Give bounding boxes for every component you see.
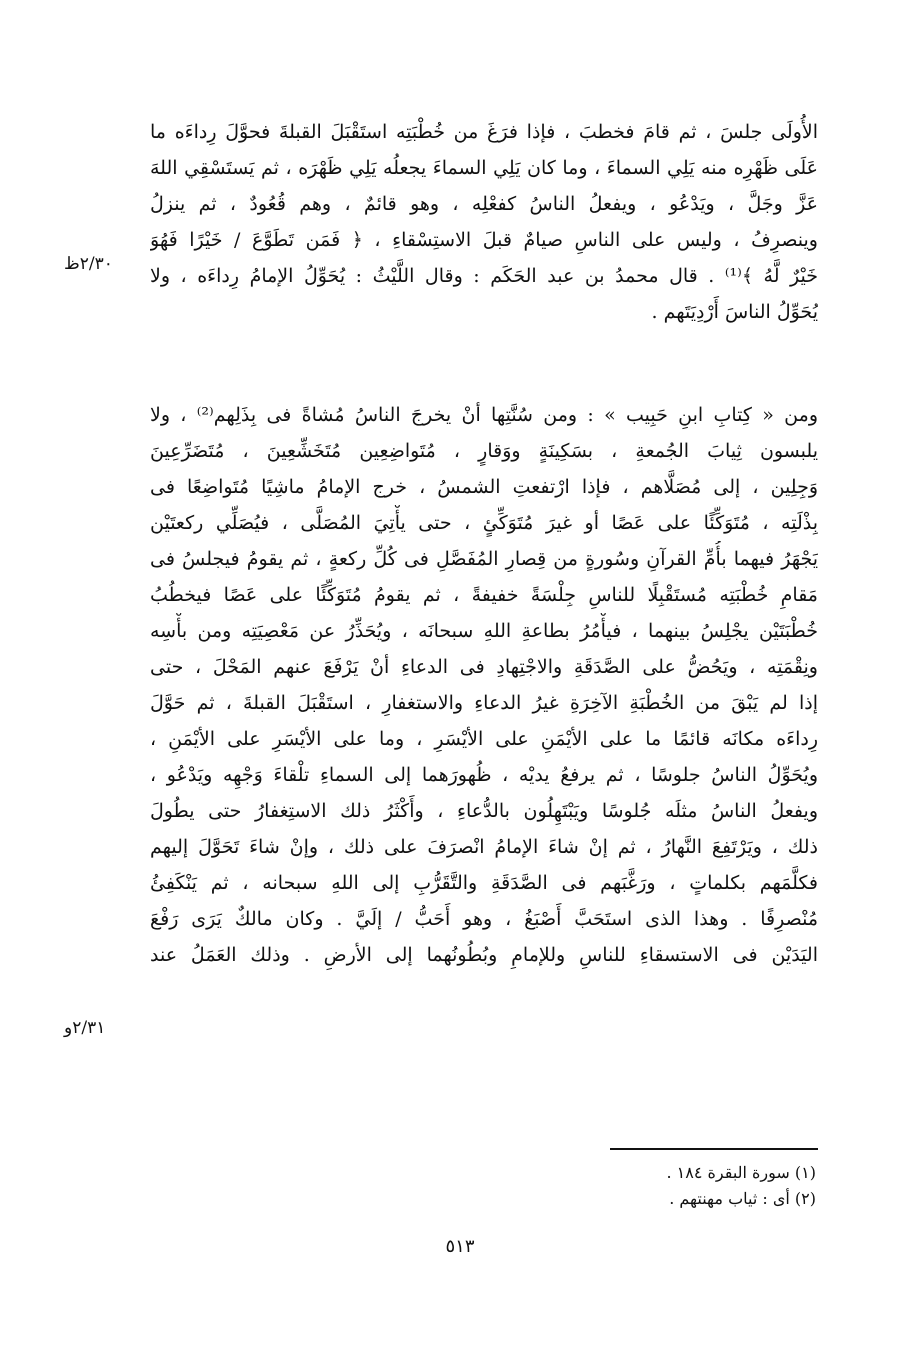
paragraph-1 bbox=[150, 114, 818, 330]
margin-folio-note: ٢/٣١و bbox=[64, 1018, 106, 1038]
text-line: خُطْبَتَيْن يجْلِسُ بينهما ، فيأْمُرُ بطاعةِ اللهِ سبحانَه ، ويُحَذِّرُ عن مَعْصِيَتِه ومن بأْسِه bbox=[150, 620, 818, 642]
text-line: مُنْصرِفًا . وهذا الذى استَحَبَّ أَصْبَغُ ، وهو أَحَبُّ / إلَيَّ . وكان مالكٌ يَرَى رَفْعَ bbox=[150, 908, 818, 930]
text-line: ونِقْمَتِه ، ويَحُضُّ على الصَّدَقَةِ والاجْتِهادِ فى الدعاءِ أنْ يَرْفَعَ عنهم المَحْلَ ، حتى bbox=[150, 656, 818, 678]
text-line: عَزَّ وجَلَّ ، ويَدْعُو ، ويفعلُ الناسُ كفعْلِه ، وهو قائمٌ ، وهم قُعُودٌ ، ثم ينزلُ bbox=[150, 193, 818, 215]
text-line: اليَدَيْن فى الاستسقاءِ للناسِ وللإمامِ وبُطُونُهما إلى الأرضِ . وذلك العَمَلُ عند bbox=[150, 944, 818, 966]
margin-folio-note: ٢/٣٠ظ bbox=[64, 254, 113, 274]
text-line: يلبسون ثِيابَ الجُمعةِ ، بسَكِينَةٍ ووَقارٍ ، مُتَواضِعِين مُتَخَشِّعِينَ ، مُتَضَرِّعِينَ bbox=[150, 440, 818, 462]
text-line: بِذْلَتِه ، مُتَوَكِّئًا على عَصًا أو غيرَ مُتَوَكِّئٍ ، حتى يأْتِيَ المُصَلَّى ، فيُصَلِّي ركعتَيْن bbox=[150, 512, 818, 534]
text-line: ذلك ، ويَرْتَفِعَ النَّهارُ ، ثم إنْ شاءَ الإمامُ انْصرَفَ على ذلك ، وإنْ شاءَ تَحَوَّلَ إليهم bbox=[150, 836, 818, 858]
text-line: مَقامِ خُطْبَتِه مُستَقْبِلًا للناسِ جِلْسَةً خفيفةً ، ثم يقومُ مُتَوَكِّئًا على عَصًا فيخطُبُ bbox=[150, 584, 818, 606]
text-line: ويُحَوِّلُ الناسُ جلوسًا ، ثم يرفعُ يديْه ، ظُهورَهما إلى السماءِ تلْقاءَ وَجْهِه ويَدْعُو ، bbox=[150, 764, 818, 786]
text-line: خَيْرٌ لَّهُ ﴾⁽¹⁾ . قال محمدُ بن عبد الحَكَم : وقال اللَّيْثُ : يُحَوِّلُ الإمامُ رِداءَه ، ولا bbox=[150, 265, 818, 287]
text-line: فكلَّمَهم بكلماتٍ ، ورَغَّبَهم فى الصَّدَقَةِ والتَّقَرُّبِ إلى اللهِ سبحانه ، ثم يَنْكَفِئُ bbox=[150, 872, 818, 894]
text-line: يَجْهَرُ فيهما بأُمِّ القرآنِ وسُورةٍ من قِصارِ المُفَصَّلِ فى كُلِّ ركعةٍ ، ثم يقومُ فيجلسُ فى bbox=[150, 548, 818, 570]
footnote-item: (١) سورة البقرة ١٨٤ . bbox=[666, 1163, 816, 1182]
text-line: ومن « كِتابِ ابنِ حَبِيب » : ومن سُنَّتِها أنْ يخرجَ الناسُ مُشاةً فى بِذَلِهم⁽²⁾ ، ولا bbox=[150, 404, 818, 426]
text-line: رِداءَه مكانَه قائمًا ما على الأيْمَنِ على الأيْسَرِ ، وما على الأيْسَرِ على الأيْمَنِ ، bbox=[150, 728, 818, 750]
text-line: ويفعلُ الناسُ مثلَه جُلوسًا ويَبْتَهِلُون بالدُّعاءِ ، وأَكْثَرُ ذلك الاستِغفارُ حتى يطُولَ bbox=[150, 800, 818, 822]
text-line: إذا لم يَبْقَ من الخُطْبَةِ الآخِرَةِ غيرُ الدعاءِ والاستغفارِ ، استَقْبَلَ القبلةَ ، ثم حَوَّلَ bbox=[150, 692, 818, 714]
footnote-separator bbox=[610, 1148, 818, 1150]
text-line: وينصرِفُ ، وليس على الناسِ صيامٌ قبلَ الاستِسْقاءِ ، ﴿ فَمَن تَطَوَّعَ / خَيْرًا فَهُوَ bbox=[150, 229, 818, 251]
text-line: عَلَى ظَهْرِه منه يَلِي السماءَ ، وما كان يَلِي السماءَ يجعلُه يَلِي ظَهْرَه ، ثم يَستَسْقِي اللهَ bbox=[150, 157, 818, 179]
text-line: وَجِلِين ، إلى مُصَلَّاهم ، فإذا ارْتفعتِ الشمسُ ، خرج الإمامُ ماشِيًا مُتَواضِعًا فى bbox=[150, 476, 818, 498]
text-line: يُحَوِّلُ الناسَ أَرْدِيَتَهم . bbox=[651, 301, 818, 323]
footnotes bbox=[500, 1160, 816, 1212]
footnote-item: (٢) أى : ثياب مهنتهم . bbox=[669, 1189, 816, 1208]
paragraph-2 bbox=[150, 397, 818, 973]
text-line: الأُولَى جلسَ ، ثم قامَ فخطبَ ، فإذا فرَغَ من خُطْبَتِه استَقْبَلَ القبلةَ فحوَّلَ رِداءَه ما bbox=[150, 121, 818, 143]
page-number: ٥١٣ bbox=[445, 1236, 475, 1257]
